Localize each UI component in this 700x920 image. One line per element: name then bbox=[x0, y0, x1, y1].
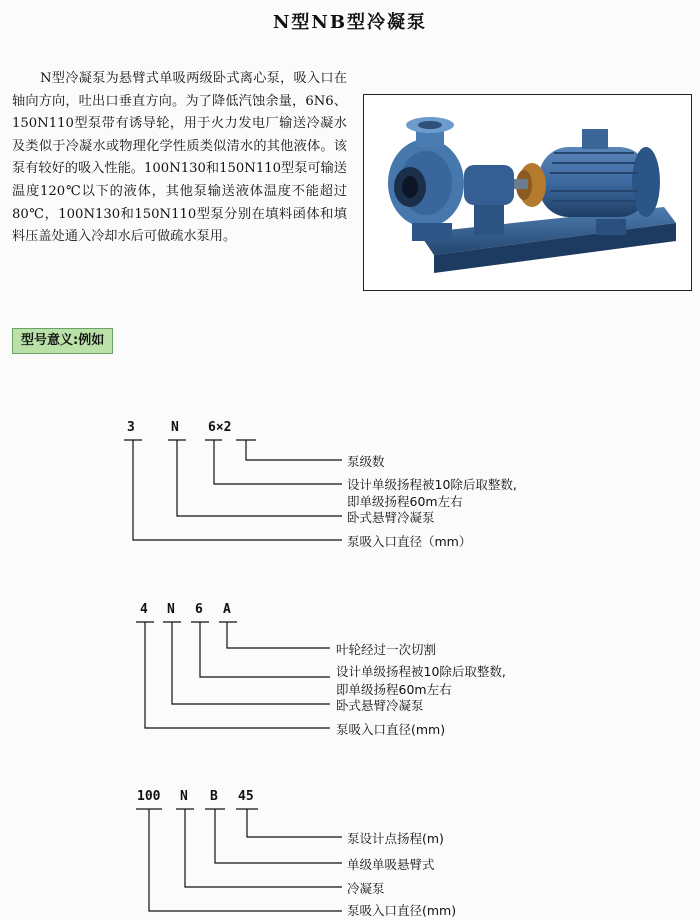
code-segment: 100 bbox=[137, 789, 161, 804]
code-description: 即单级扬程60m左右 bbox=[336, 682, 452, 697]
code-description: 设计单级扬程被10除后取整数, bbox=[336, 664, 506, 679]
code-segment: 6×2 bbox=[208, 420, 232, 435]
code-description: 冷凝泵 bbox=[347, 881, 385, 896]
code-segment: 3 bbox=[127, 420, 135, 435]
code-description: 叶轮经过一次切割 bbox=[336, 642, 437, 657]
code-description: 泵级数 bbox=[347, 454, 385, 469]
code-description: 卧式悬臂冷凝泵 bbox=[336, 698, 424, 713]
code-description: 单级单吸悬臂式 bbox=[347, 857, 435, 872]
code-description: 泵吸入口直径(mm) bbox=[336, 722, 446, 737]
code-description: 即单级扬程60m左右 bbox=[347, 494, 463, 509]
code-description: 泵设计点扬程(m) bbox=[347, 831, 444, 846]
code-segment: B bbox=[210, 789, 218, 804]
model-example-2 bbox=[0, 600, 700, 750]
code-segment: N bbox=[167, 602, 175, 617]
code-segment: N bbox=[171, 420, 179, 435]
code-segment: 45 bbox=[238, 789, 254, 804]
model-example-3 bbox=[0, 785, 700, 920]
code-segment: 4 bbox=[140, 602, 148, 617]
intro-paragraph: N型冷凝泵为悬臂式单吸两级卧式离心泵，吸入口在轴向方向，吐出口垂直方向。为了降低汽蚀余量，6N6、150N110型泵带有诱导轮，用于火力发电厂输送冷凝水及类似于冷凝水或物理化学性质类似清水的其他液体。该泵有较好的吸入性能。100N130和150N110型泵可输送温度120℃以下的液体，其他泵输送液体温度不能超过80℃，100N130和150N110型泵分别在填料函体和填料压盖处通入冷却水后可做疏水泵用。 bbox=[12, 71, 347, 245]
code-description: 设计单级扬程被10除后取整数, bbox=[347, 477, 517, 492]
code-description: 泵吸入口直径(mm) bbox=[347, 903, 457, 918]
model-example-1 bbox=[0, 410, 700, 560]
model-meaning-badge: 型号意义:例如 bbox=[12, 328, 113, 354]
code-segment: N bbox=[180, 789, 188, 804]
example-3-leader-lines bbox=[0, 785, 700, 920]
pump-photo bbox=[363, 94, 692, 291]
page-title: N型NB型冷凝泵 bbox=[272, 12, 428, 33]
code-segment: A bbox=[223, 602, 231, 617]
code-description: 泵吸入口直径（mm） bbox=[347, 534, 472, 549]
code-segment: 6 bbox=[195, 602, 203, 617]
code-description: 卧式悬臂冷凝泵 bbox=[347, 510, 435, 525]
